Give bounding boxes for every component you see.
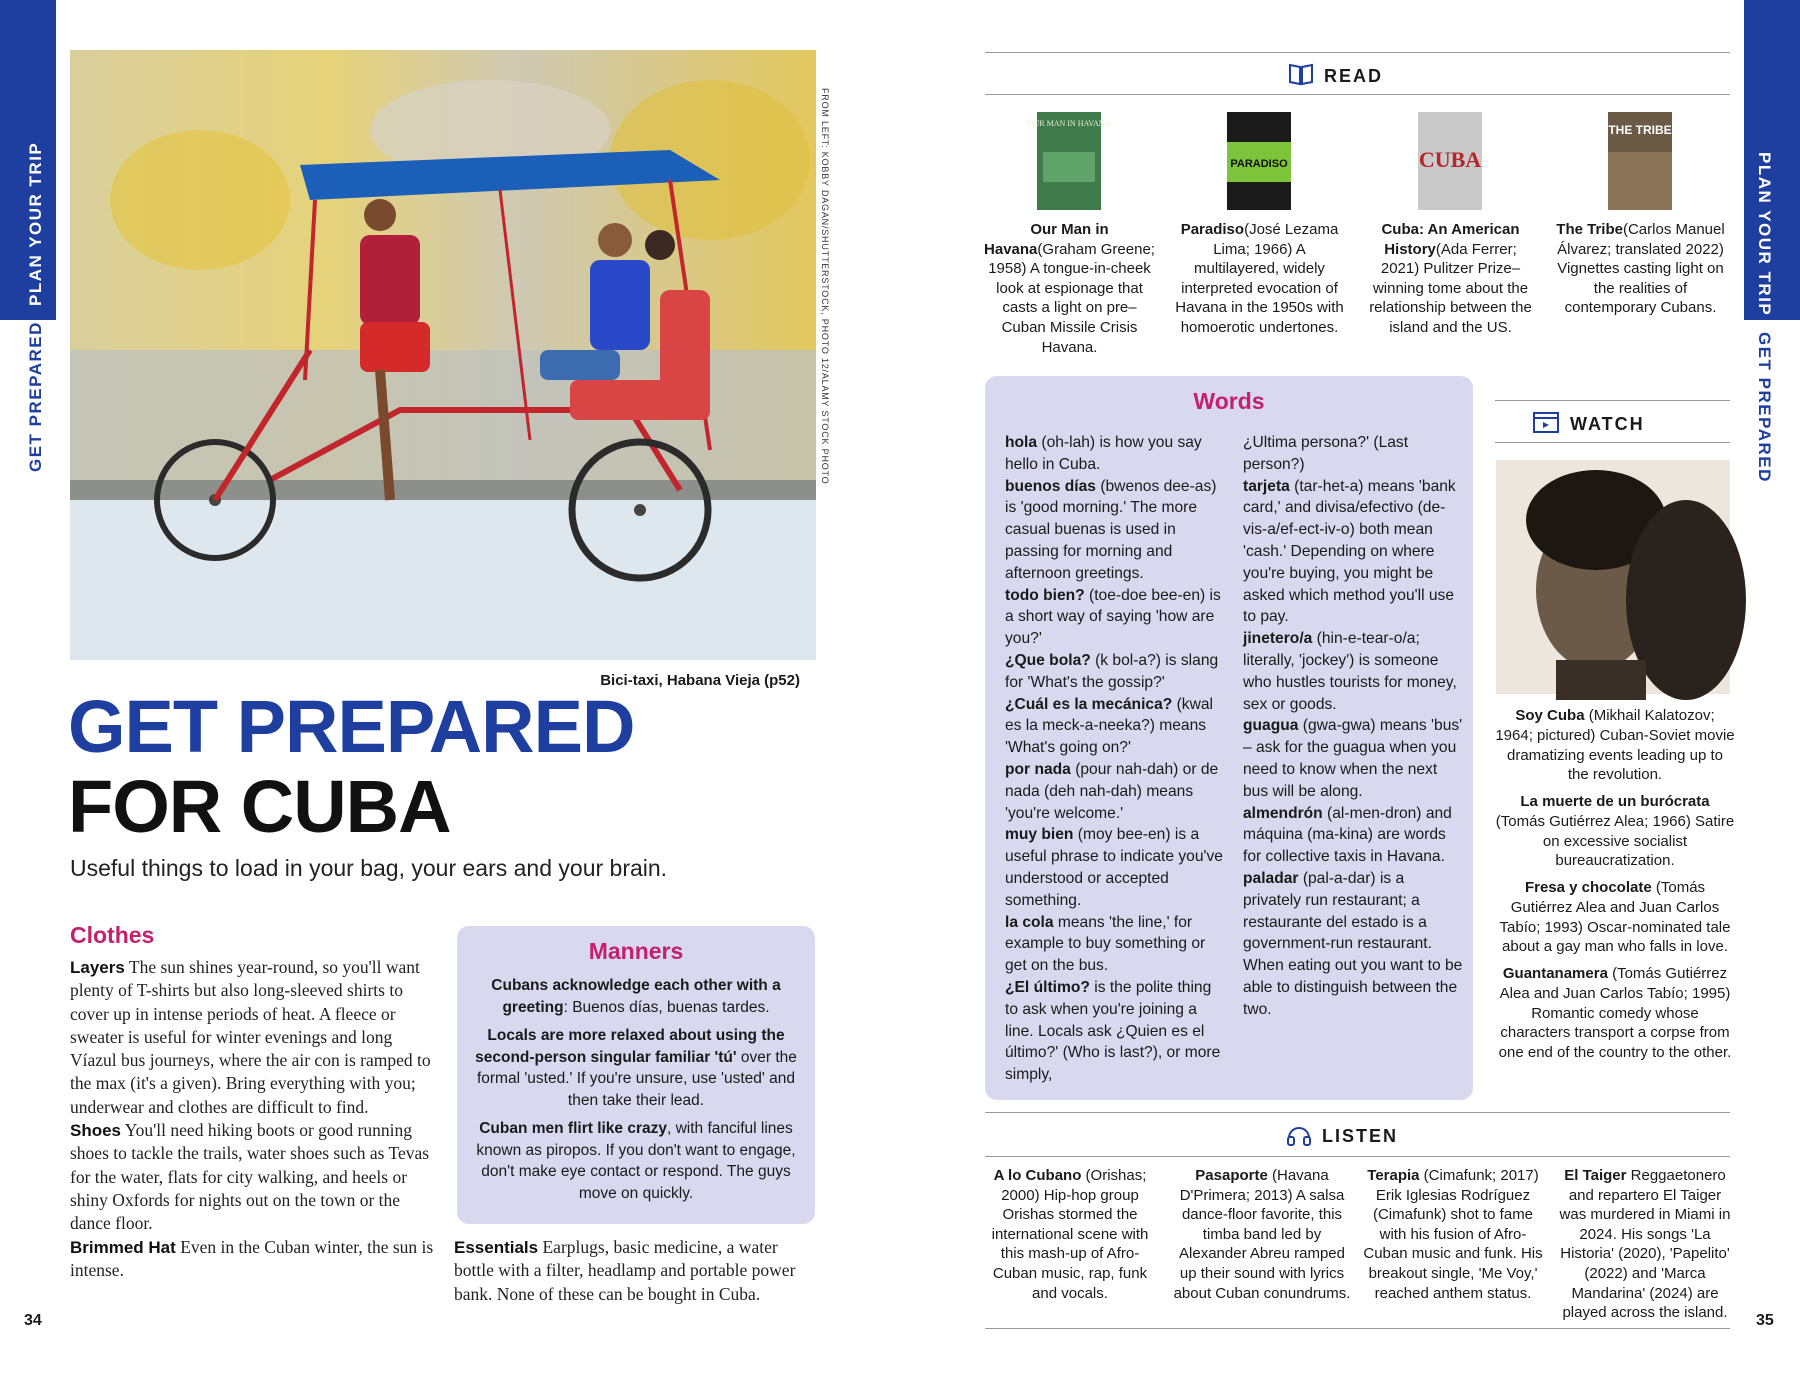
manners-p1-text: : Buenos días, buenas tardes. xyxy=(563,998,770,1016)
watch-heading xyxy=(1532,410,1645,439)
manners-p1 xyxy=(473,975,799,1018)
words-col-2 xyxy=(1243,432,1463,1021)
book-cover-2 xyxy=(1227,112,1291,210)
essentials-term: Essentials xyxy=(454,1238,539,1257)
essentials-body: Earplugs, basic medicine, a water bottle with a filter, headlamp and portable power bank. None of these can be bought in Cuba. xyxy=(454,1237,796,1304)
listen-heading xyxy=(1286,1122,1398,1151)
word-entry: por nada (pour nah-dah) or de nada (deh nah-dah) means 'you're welcome.' xyxy=(1005,760,1219,822)
manners-p3-text: , with fanciful lines known as piropos. If you don't want to engage, don't make eye contact or respond. The guys move on quickly. xyxy=(476,1120,796,1202)
word-entry: buenos días (bwenos dee-as) is 'good morning.' The more casual buenas is used in passing for morning and afternoon greetings. xyxy=(1005,477,1217,582)
listen-rule-bottom xyxy=(985,1156,1730,1157)
shoes-text: You'll need hiking boots or good running shoes to tackle the trails, water shoes such as Tevas for the water, flats for city walking, and heels or shiny Oxfords for nights out on the town or the dance floor. xyxy=(70,1120,430,1234)
listen-heading-text: LISTEN xyxy=(1322,1126,1399,1146)
book-1 xyxy=(982,220,1157,357)
book-4-title: The Tribe xyxy=(1556,221,1623,238)
right-tab-label: PLAN YOUR TRIP xyxy=(1755,152,1774,317)
word-entry: la cola means 'the line,' for example to buy something or get on the bus. xyxy=(1005,913,1206,975)
book-3 xyxy=(1363,220,1538,338)
clothes-heading: Clothes xyxy=(70,922,155,948)
hat-text: Even in the Cuban winter, the sun is intense. xyxy=(70,1236,434,1280)
album-2-text: (Havana D'Primera; 2013) A salsa dance-floor favorite, this timba band led by Alexander Abreu ramped up their sound with lyrics about Cuban conundrums. xyxy=(1173,1167,1351,1302)
listen-rule-end xyxy=(985,1328,1730,1329)
album-4-title: El Taiger xyxy=(1564,1167,1627,1184)
word-entry: todo bien? (toe-doe bee-en) is a short way of saying 'how are you?' xyxy=(1005,586,1221,648)
manners-p2 xyxy=(473,1025,799,1111)
film-3-text: (Tomás Gutiérrez Alea and Juan Carlos Tabío; 1993) Oscar-nominated tale about a gay man who falls in love. xyxy=(1499,879,1731,956)
manners-box xyxy=(457,926,815,1224)
word-entry: ¿El último? is the polite thing to ask when you're joining a line. Locals ask ¿Quien es el último?' (Who is last?), or more simply, xyxy=(1005,978,1221,1084)
album-1-text: (Orishas; 2000) Hip-hop group Orishas stormed the international scene with this mash-up of Afro-Cuban music, rap, funk and vocals. xyxy=(991,1167,1149,1302)
album-4-text: Reggaetonero and repartero El Taiger was murdered in Miami in 2024. His songs 'La Historia' (2020), 'Papelito' (2022) and 'Marca Mandarina' (2024) are played across the island. xyxy=(1559,1167,1731,1322)
photo-credit: FROM LEFT: KOBBY DAGAN/SHUTTERSTOCK, PHOTO 12/ALAMY STOCK PHOTO xyxy=(820,88,830,485)
film-4 xyxy=(1495,964,1735,1063)
manners-p1-bold: Cubans acknowledge each other with a greeting xyxy=(491,977,781,1016)
film-2-text: (Tomás Gutiérrez Alea; 1966) Satire on excessive socialist bureaucratization. xyxy=(1495,812,1735,870)
page-subtitle: Useful things to load in your bag, your ears and your brain. xyxy=(70,855,668,881)
book-4-text: (Carlos Manuel Álvarez; translated 2022) Vignettes casting light on the realities of contemporary Cubans. xyxy=(1557,221,1725,317)
word-entry: guagua (gwa-gwa) means 'bus' – ask for the guagua when you need to know when the next bus will be along. xyxy=(1243,717,1463,800)
film-1-title: Soy Cuba xyxy=(1515,707,1585,724)
word-entry: ¿Cuál es la mecánica? (kwal es la meck-a-neeka?) means 'What's going on?' xyxy=(1005,695,1214,757)
words-heading: Words xyxy=(1193,388,1265,414)
read-heading-text: READ xyxy=(1324,66,1384,86)
page-title-line2: FOR CUBA xyxy=(68,765,451,848)
film-3-title: Fresa y chocolate xyxy=(1524,879,1652,896)
album-2 xyxy=(1172,1166,1352,1303)
film-3 xyxy=(1495,878,1735,957)
watch-rule-bottom xyxy=(1495,442,1730,443)
bici-taxi-photo xyxy=(70,50,816,660)
words-box xyxy=(985,376,1473,1100)
essentials-text xyxy=(454,1236,816,1306)
film-4-text: (Tomás Gutiérrez Alea and Juan Carlos Tabío; 1995) Romantic comedy whose characters transport a corpse from one end of the country to the other. xyxy=(1498,965,1732,1062)
cover-3-text: CUBA xyxy=(1418,147,1482,172)
word-entry: muy bien (moy bee-en) is a useful phrase to indicate you've understood or accepted something. xyxy=(1005,826,1223,909)
manners-p2-text: over the formal 'usted.' If you're unsure, use 'usted' and then take their lead. xyxy=(476,1048,797,1109)
book-2-title: Paradiso xyxy=(1180,221,1245,238)
book-cover-3 xyxy=(1418,112,1482,210)
book-cover-1 xyxy=(1027,112,1111,210)
film-2 xyxy=(1495,792,1735,871)
page-title-line1: GET PREPARED xyxy=(68,685,635,768)
hat-term: Brimmed Hat xyxy=(70,1237,176,1257)
right-section-label: GET PREPARED xyxy=(1755,332,1774,483)
read-heading xyxy=(1288,62,1383,91)
book-4 xyxy=(1553,220,1728,318)
album-2-title: Pasaporte xyxy=(1195,1167,1268,1184)
clothes-text xyxy=(70,956,435,1282)
clapperboard-icon xyxy=(1532,410,1560,439)
photo-caption: Bici-taxi, Habana Vieja (p52) xyxy=(600,672,800,689)
word-entry: almendrón (al-men-dron) and máquina (ma-kina) are words for collective taxis in Havana. xyxy=(1243,804,1452,866)
shoes-term: Shoes xyxy=(70,1121,122,1141)
book-2-text: (José Lezama Lima; 1966) A multilayered, widely interpreted evocation of Havana in the 1950s with homoerotic undertones. xyxy=(1175,221,1344,336)
manners-p3-bold: Cuban men flirt like crazy xyxy=(479,1120,667,1137)
soy-cuba-still xyxy=(1496,460,1730,694)
book-1-title: Our Man in Havana xyxy=(984,221,1109,258)
word-entry: hola (oh-lah) is how you say hello in Cuba. xyxy=(1005,434,1202,473)
book-3-text: (Ada Ferrer; 2021) Pulitzer Prize–winning tome about the relationship between the island and the US. xyxy=(1369,240,1532,336)
cover-2-text: PARADISO xyxy=(1230,158,1288,170)
album-1 xyxy=(980,1166,1160,1303)
film-2-title: La muerte de un burócrata xyxy=(1520,793,1710,810)
film-1 xyxy=(1495,706,1735,785)
manners-heading: Manners xyxy=(588,938,684,964)
word-entry: paladar (pal-a-dar) is a privately run restaurant; a restaurante del estado is a government-run restaurant. When eating out you want to be able to distinguish between the two. xyxy=(1243,869,1463,1018)
album-4 xyxy=(1555,1166,1735,1323)
read-rule-top xyxy=(985,52,1730,53)
word-entry: ¿Ultima persona?' (Last person?) xyxy=(1243,434,1409,473)
read-rule-bottom xyxy=(985,94,1730,95)
book-2 xyxy=(1172,220,1347,338)
album-3-title: Terapia xyxy=(1367,1167,1420,1184)
film-4-title: Guantanamera xyxy=(1502,965,1608,982)
album-3 xyxy=(1363,1166,1543,1303)
manners-p3 xyxy=(473,1118,799,1204)
layers-term: Layers xyxy=(70,958,125,977)
word-entry: tarjeta (tar-het-a) means 'bank card,' and divisa/efectivo (de-vis-a/ef-ect-iv-o) both mean 'cash.' Depending on where you're buying, you might be asked which method you'll use to pay. xyxy=(1243,477,1456,626)
left-tab-label: PLAN YOUR TRIP xyxy=(26,141,45,306)
album-1-title: A lo Cubano xyxy=(993,1167,1082,1184)
watch-rule-top xyxy=(1495,400,1730,401)
book-3-title: Cuba: An American History xyxy=(1381,221,1520,258)
words-col-1 xyxy=(1005,432,1225,1086)
cover-4-text: THE TRIBE xyxy=(1608,123,1672,137)
book-1-text: (Graham Greene; 1958) A tongue-in-cheek look at espionage that casts a light on pre–Cuban Missile Crisis Havana. xyxy=(988,240,1155,356)
page-number-left: 34 xyxy=(24,1312,42,1329)
page-number-right: 35 xyxy=(1756,1312,1774,1329)
cover-1-text: OUR MAN IN HAVANA xyxy=(1027,119,1111,128)
album-3-text: (Cimafunk; 2017) Erik Iglesias Rodríguez (Cimafunk) shot to fame with his fusion of Afro-Cuban music and funk. His breakout single, 'Me Voy,' reached anthem status. xyxy=(1363,1167,1543,1302)
left-section-label: GET PREPARED xyxy=(26,321,45,472)
word-entry: jinetero/a (hin-e-tear-o/a; literally, 'jockey') is someone who hustles tourists for money, sex or goods. xyxy=(1243,630,1457,713)
listen-rule-top xyxy=(985,1112,1730,1113)
manners-p2-bold: Locals are more relaxed about using the second-person singular familiar 'tú' xyxy=(475,1027,785,1066)
layers-text: The sun shines year-round, so you'll want plenty of T-shirts but also long-sleeved shirts to cover up in intense periods of heat. A fleece or sweater is useful for winter evenings and long Víazul bus journeys, where the air con is ramped to the max (it's a given). Bring everything with you; underwear and clothes are difficult to find. xyxy=(70,957,431,1117)
headphones-icon xyxy=(1286,1122,1312,1151)
word-entry: ¿Que bola? (k bol-a?) is slang for 'What's the gossip?' xyxy=(1005,651,1219,691)
film-1-text: (Mikhail Kalatozov; 1964; pictured) Cuban-Soviet movie dramatizing events leading up to the revolution. xyxy=(1495,707,1735,784)
book-cover-4 xyxy=(1608,112,1672,210)
watch-heading-text: WATCH xyxy=(1570,414,1645,434)
book-icon xyxy=(1288,62,1314,91)
